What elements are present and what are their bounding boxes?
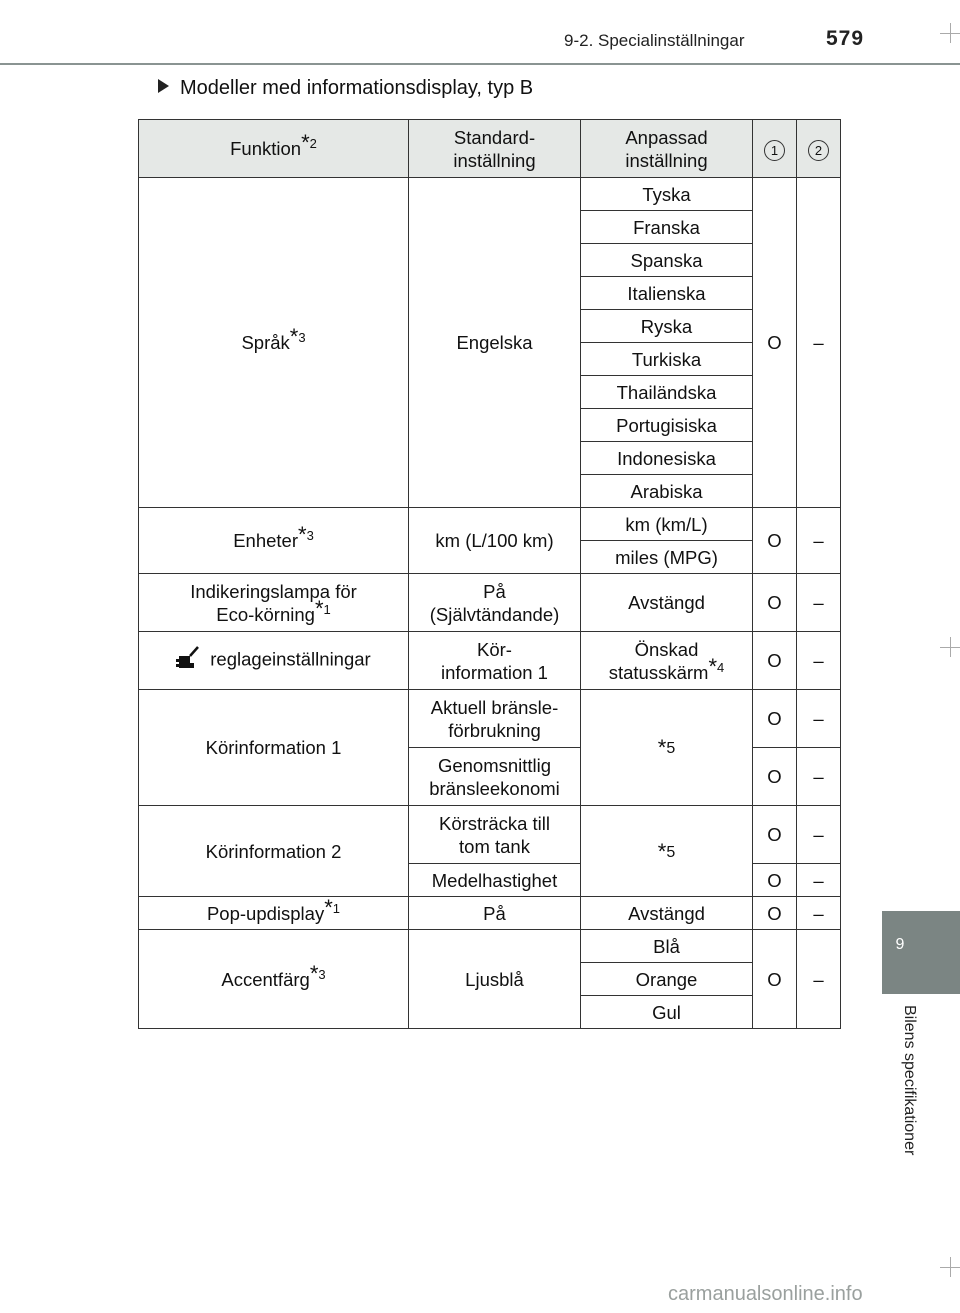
cell-function: Språk$^{*3}$ — [139, 178, 409, 508]
cell-function: Enheter$^{*3}$ — [139, 508, 409, 574]
cell-option: Turkiska — [581, 343, 753, 376]
table-row — [139, 930, 841, 963]
settings-table — [138, 119, 841, 1029]
table-header-row — [139, 120, 841, 178]
cell-c1: O — [753, 930, 797, 1029]
cell-function: Körinformation 2 — [139, 806, 409, 897]
page-number: 579 — [826, 27, 865, 50]
cell-default: km (L/100 km) — [409, 508, 581, 574]
footnote-ref: *4 — [708, 653, 725, 679]
cell-function: Pop-updisplay$^{*1}$ — [139, 897, 409, 930]
cell-c1: O — [753, 748, 797, 806]
circled-one-icon: 1 — [764, 140, 785, 161]
footnote-ref: *1 — [314, 595, 331, 621]
cell-option: Tyska — [581, 178, 753, 211]
cell-option: Portugisiska — [581, 409, 753, 442]
cell-c2: – — [797, 864, 841, 897]
cell-option: miles (MPG) — [581, 541, 753, 574]
cell-option: Orange — [581, 963, 753, 996]
footnote-ref: *3 — [289, 324, 306, 349]
cell-option: Gul — [581, 996, 753, 1029]
cell-default: På — [409, 897, 581, 930]
cell-default: Medelhastighet — [409, 864, 581, 897]
footnote-ref: *3 — [309, 960, 326, 986]
cell-default: Ljusblå — [409, 930, 581, 1029]
cell-option: Franska — [581, 211, 753, 244]
cell-option: Spanska — [581, 244, 753, 277]
crop-mark — [950, 1257, 951, 1277]
cell-default: Aktuell bränsle- förbrukning — [409, 690, 581, 748]
cell-option: km (km/L) — [581, 508, 753, 541]
subheading-text: Modeller med informationsdisplay, typ B — [180, 77, 534, 99]
cell-default: På (Självtändande) — [409, 574, 581, 632]
cell-function: Indikeringslampa för Eco-körning$^{*1}$ — [139, 574, 409, 632]
header-funktion: Funktion$^{*2}$ — [139, 120, 409, 178]
table-row — [139, 806, 841, 864]
cell-c1: O — [753, 178, 797, 508]
cell-c2: – — [797, 897, 841, 930]
cell-c2: – — [797, 930, 841, 1029]
cell-c1: O — [753, 806, 797, 864]
footnote-ref: *5 — [657, 838, 676, 864]
cell-custom: Avstängd — [581, 574, 753, 632]
header-rule — [0, 63, 960, 65]
cell-option: Thailändska — [581, 376, 753, 409]
cell-custom: Avstängd — [581, 897, 753, 930]
table-row — [139, 178, 841, 211]
table-row — [139, 690, 841, 748]
cell-c1: O — [753, 690, 797, 748]
cell-option: Ryska — [581, 310, 753, 343]
cell-c1: O — [753, 508, 797, 574]
cell-default: Körsträcka till tom tank — [409, 806, 581, 864]
cell-option: Arabiska — [581, 475, 753, 508]
cell-function: Körinformation 1 — [139, 690, 409, 806]
crop-mark — [950, 637, 951, 657]
header-col1 — [753, 120, 797, 178]
triangle-bullet-icon — [158, 79, 169, 93]
table-row — [139, 897, 841, 930]
controls-setting-icon — [176, 645, 200, 676]
circled-two-icon: 2 — [808, 140, 829, 161]
footnote-ref: *1 — [324, 894, 341, 920]
cell-function: reglageinställningar — [139, 632, 409, 690]
cell-option: Italienska — [581, 277, 753, 310]
cell-c2: – — [797, 508, 841, 574]
chapter-label: Bilens specifikationer — [901, 1005, 918, 1156]
table-row — [139, 574, 841, 632]
cell-c1: O — [753, 864, 797, 897]
cell-default: Kör- information 1 — [409, 632, 581, 690]
cell-c1: O — [753, 632, 797, 690]
cell-custom — [581, 806, 753, 897]
cell-c2: – — [797, 178, 841, 508]
cell-option: Indonesiska — [581, 442, 753, 475]
running-header: 9-2. Specialinställningar — [564, 31, 745, 50]
cell-c2: – — [797, 632, 841, 690]
cell-c2: – — [797, 574, 841, 632]
watermark: carmanualsonline.info — [668, 1283, 863, 1305]
footnote-ref: *3 — [298, 522, 314, 547]
cell-default: Engelska — [409, 178, 581, 508]
chapter-number: 9 — [895, 936, 905, 953]
header-anpassad: Anpassad inställning — [581, 120, 753, 178]
table-row — [139, 632, 841, 690]
header-col2 — [797, 120, 841, 178]
cell-c1: O — [753, 574, 797, 632]
cell-custom — [581, 690, 753, 806]
cell-option: Blå — [581, 930, 753, 963]
cell-c2: – — [797, 690, 841, 748]
cell-default: Genomsnittlig bränsleekonomi — [409, 748, 581, 806]
cell-c2: – — [797, 806, 841, 864]
footnote-ref: *5 — [657, 735, 676, 760]
header-standard: Standard- inställning — [409, 120, 581, 178]
cell-c2: – — [797, 748, 841, 806]
cell-c1: O — [753, 897, 797, 930]
crop-mark — [950, 23, 951, 43]
table-row — [139, 508, 841, 541]
subheading — [158, 77, 533, 100]
cell-function: Accentfärg$^{*3}$ — [139, 930, 409, 1029]
cell-custom: Önskad statusskärm$^{*4}$ — [581, 632, 753, 690]
